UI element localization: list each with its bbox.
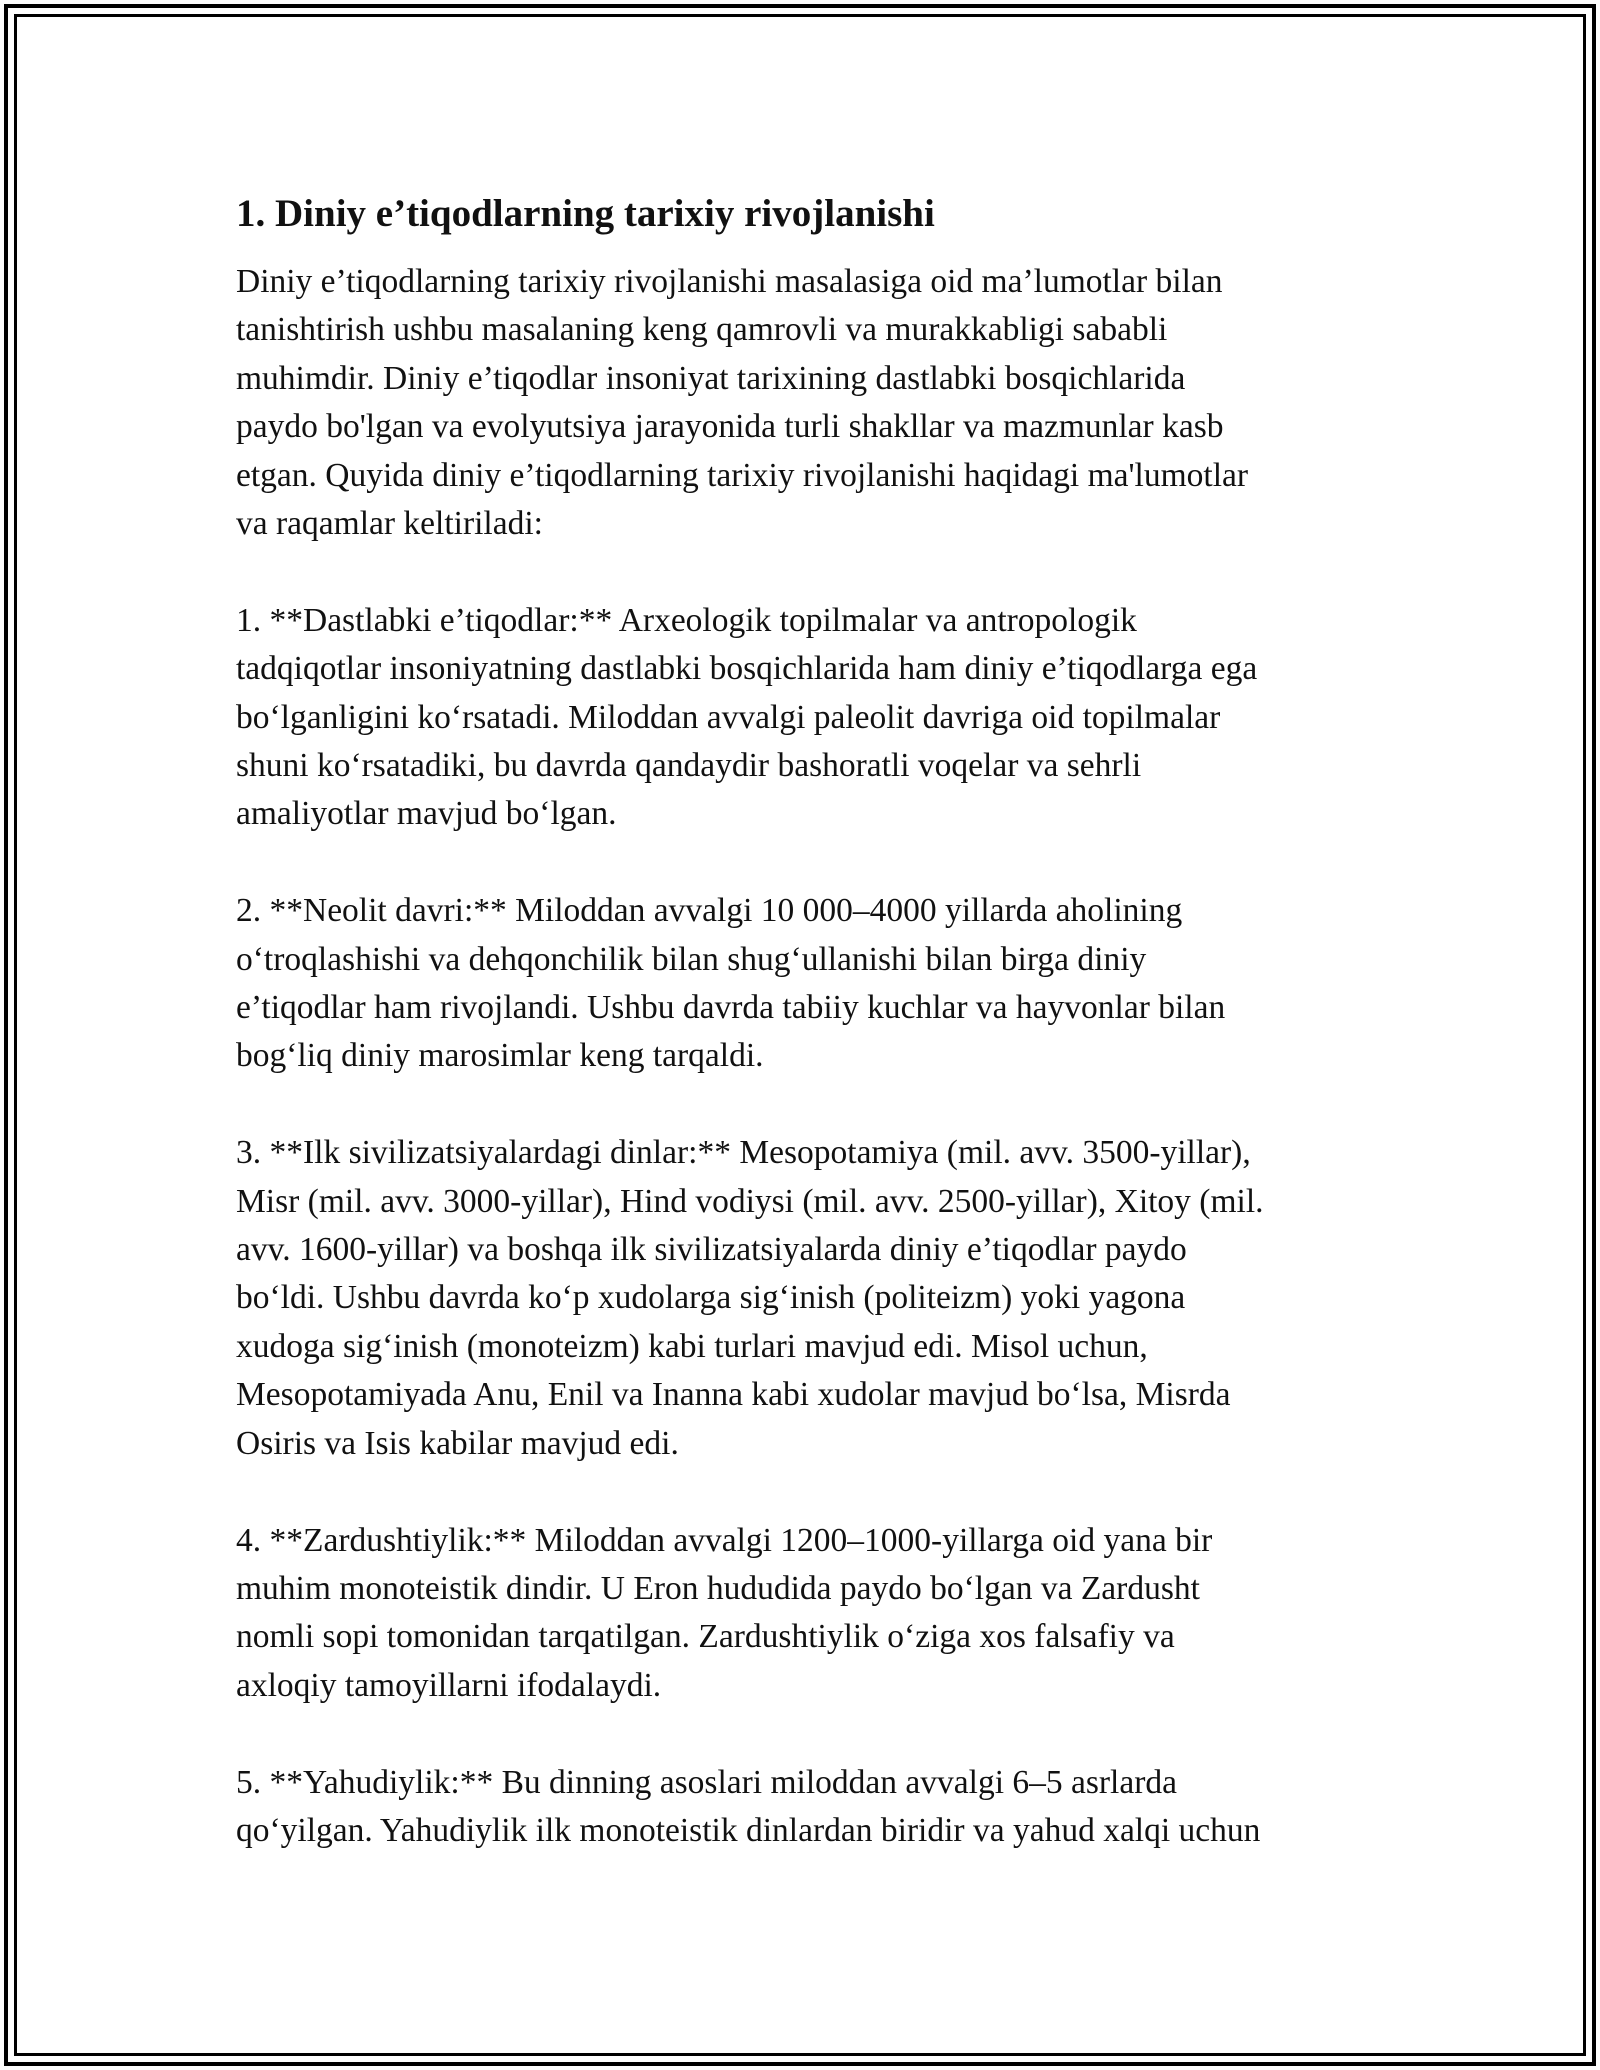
text-line: etgan. Quyida diniy e’tiqodlarning tarixiy rivojlanishi haqidagi ma'lumotlar xyxy=(236,456,1249,494)
text-line: Mesopotamiyada Anu, Enil va Inanna kabi xudolar mavjud bo‘lsa, Misrda xyxy=(236,1376,1231,1414)
text-line: o‘troqlashishi va dehqonchilik bilan shug‘ullanishi bilan birga diniy xyxy=(236,940,1147,978)
section-title: 1. Diniy e’tiqodlarning tarixiy rivojlanishi xyxy=(236,192,935,235)
document-body xyxy=(236,186,1376,1904)
text-line: bo‘ldi. Ushbu davrda ko‘p xudolarga sig‘inish (politeizm) yoki yagona xyxy=(236,1279,1186,1317)
text-line: nomli sopi tomonidan tarqatilgan. Zardushtiylik o‘ziga xos falsafiy va xyxy=(236,1618,1175,1656)
text-line: va raqamlar keltiriladi: xyxy=(236,505,543,543)
text-line: bog‘liq diniy marosimlar keng tarqaldi. xyxy=(236,1037,764,1075)
text-line: tanishtirish ushbu masalaning keng qamrovli va murakkabligi sababli xyxy=(236,311,1168,349)
text-line: xudoga sig‘inish (monoteizm) kabi turlari mavjud edi. Misol uchun, xyxy=(236,1327,1148,1365)
list-item-neolithic xyxy=(236,887,1376,1081)
list-item-early-beliefs xyxy=(236,597,1376,839)
text-line: 2. **Neolit davri:** Miloddan avvalgi 10 000–4000 yillarda aholining xyxy=(236,892,1183,930)
text-line: amaliyotlar mavjud bo‘lgan. xyxy=(236,795,617,833)
intro-paragraph xyxy=(236,258,1376,548)
text-line: avv. 1600-yillar) va boshqa ilk sivilizatsiyalarda diniy e’tiqodlar paydo xyxy=(236,1231,1187,1269)
list-item-early-civilizations xyxy=(236,1129,1376,1468)
list-item-zoroastrianism xyxy=(236,1517,1376,1711)
text-line: paydo bo'lgan va evolyutsiya jarayonida turli shakllar va mazmunlar kasb xyxy=(236,408,1224,446)
text-line: Diniy e’tiqodlarning tarixiy rivojlanishi masalasiga oid ma’lumotlar bilan xyxy=(236,263,1223,300)
text-line: Osiris va Isis kabilar mavjud edi. xyxy=(236,1424,679,1462)
text-line: Misr (mil. avv. 3000-yillar), Hind vodiysi (mil. avv. 2500-yillar), Xitoy (mil. xyxy=(236,1182,1264,1220)
list-item-judaism xyxy=(236,1759,1376,1856)
text-line: axloqiy tamoyillarni ifodalaydi. xyxy=(236,1666,662,1704)
text-line: qo‘yilgan. Yahudiylik ilk monoteistik dinlardan biridir va yahud xalqi uchun xyxy=(236,1811,1261,1849)
text-line: shuni ko‘rsatadiki, bu davrda qandaydir bashoratli voqelar va sehrli xyxy=(236,747,1142,785)
text-line: 1. **Dastlabki e’tiqodlar:** Arxeologik topilmalar va antropologik xyxy=(236,601,1137,639)
text-line: muhimdir. Diniy e’tiqodlar insoniyat tarixining dastlabki bosqichlarida xyxy=(236,359,1186,397)
text-line: bo‘lganligini ko‘rsatadi. Miloddan avvalgi paleolit davriga oid topilmalar xyxy=(236,698,1221,736)
text-line: 3. **Ilk sivilizatsiyalardagi dinlar:** Mesopotamiya (mil. avv. 3500-yillar), xyxy=(236,1134,1251,1172)
text-line: e’tiqodlar ham rivojlandi. Ushbu davrda tabiiy kuchlar va hayvonlar bilan xyxy=(236,989,1226,1027)
text-line: tadqiqotlar insoniyatning dastlabki bosqichlarida ham diniy e’tiqodlarga ega xyxy=(236,650,1258,688)
text-line: 5. **Yahudiylik:** Bu dinning asoslari miloddan avvalgi 6–5 asrlarda xyxy=(236,1763,1178,1801)
text-line: muhim monoteistik dindir. U Eron hududida paydo bo‘lgan va Zardusht xyxy=(236,1569,1200,1607)
text-line: 4. **Zardushtiylik:** Miloddan avvalgi 1200–1000-yillarga oid yana bir xyxy=(236,1521,1213,1559)
